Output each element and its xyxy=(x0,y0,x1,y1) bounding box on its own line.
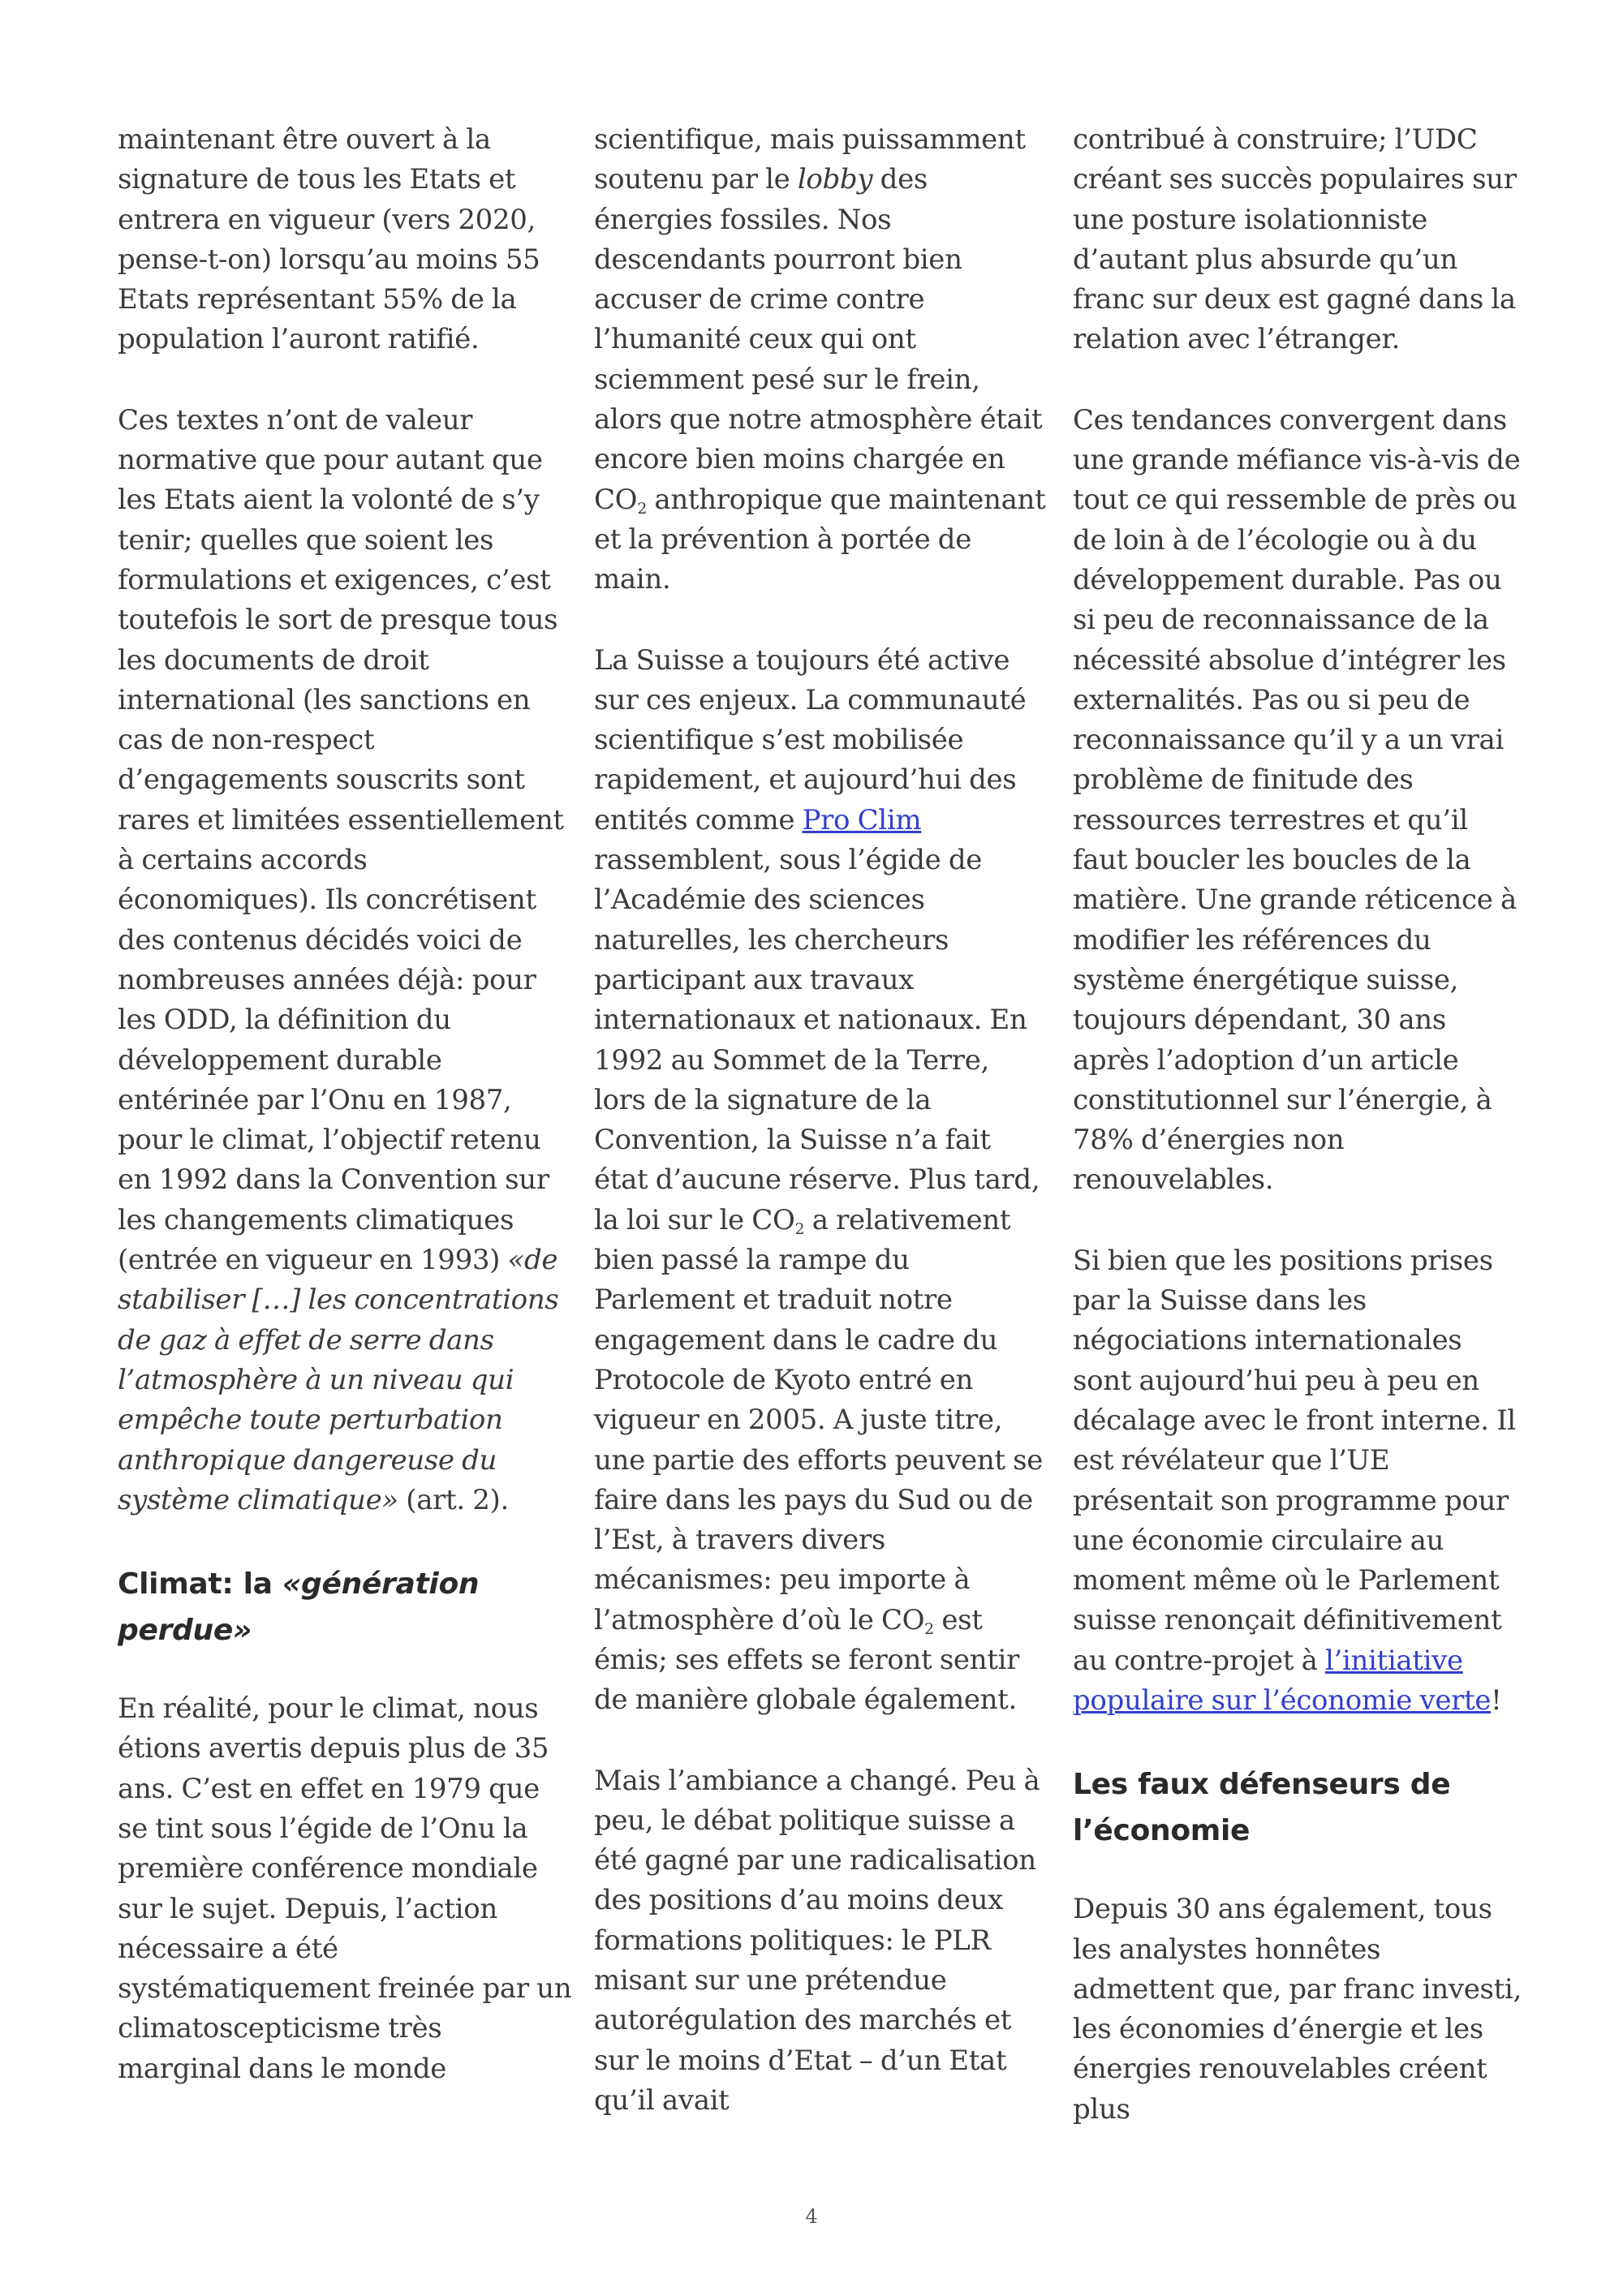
text-column-3 xyxy=(1073,120,1527,2130)
paragraph-tendencies: Ces tendances convergent dans une grande méfiance vis-à-vis de tout ce qui ressemble de près ou de loin à de l’écologie ou à du développement durable. Pas ou si peu de reconnaissance de la nécessité absolue d’intégrer les externalités. Pas ou si peu de reconnaissance qu’il y a un vrai problème de finitude des ressources terrestres et qu’il faut boucler les boucles de la matière. Une grande réticence à modifier les références du système énergétique suisse, toujours dépendant, 30 ans après l’adoption d’un article constitutionnel sur l’énergie, à 78% d’énergies non renouvelables. xyxy=(1073,403,1521,1197)
pro-clim-link[interactable]: Pro Clim xyxy=(802,803,922,836)
co2-subscript: 2 xyxy=(924,1619,934,1638)
text-run: est émis; ses effets se feront sentir de manière globale également. xyxy=(594,1603,1019,1717)
text-run: scientifique, mais puissamment soutenu par le xyxy=(594,123,1026,196)
paragraph-climate-warnings: En réalité, pour le climat, nous étions avertis depuis plus de 35 ans. C’est en effet en 1979 que se tint sous l’égide de l’Onu la première conférence mondiale sur le sujet. Depuis, l’action nécessaire a été systématiquement freinée par un climatoscepticisme très marginal dans le monde xyxy=(118,1692,572,2085)
paragraph-text: Ces textes n’ont de valeur normative que pour autant que les Etats aient la volonté de s’y tenir; quelles que soient les formulations et exigences, c’est toutefois le sort de presque tous les documents de droit international (les sanctions en cas de non-respect d’engagements souscrits sont rares et limitées essentiellement à certains accords économiques). Ils concrétisent des contenus décidés voici de nombreuses années déjà: pour les ODD, la définition du développement durable entérinée par l’Onu en 1987, pour le climat, l’objectif retenu en 1992 dans la Convention sur les changements climatiques (entrée en vigueur en 1993) xyxy=(118,403,564,1277)
text-run: rassemblent, sous l’égide de l’Académie des sciences naturelles, les chercheurs participant aux travaux internationaux et nationaux. En 1992 au Sommet de la Terre, lors de la signature de la Convention, la Suisse n’a fait état d’aucune réserve. Plus tard, la loi sur le CO xyxy=(594,844,1040,1236)
section-heading-generation-perdue xyxy=(118,1561,572,1653)
convention-quote: «de stabiliser […] les concentrations de gaz à effet de serre dans l’atmosphère à un niveau qui empêche toute perturbation anthropique dangereuse du système climatique» xyxy=(118,1244,559,1516)
text-run: La Suisse a toujours été active sur ces enjeux. La communauté scientifique s’est mobilisée rapidement, et aujourd’hui des entités comme xyxy=(594,643,1027,836)
text-run: a relativement bien passé la rampe du Parlement et traduit notre engagement dans le cadre du Protocole de Kyoto entré en vigueur en 2005. A juste titre, une partie des efforts peuvent se faire dans les pays du Sud ou de l’Est, à travers divers mécanismes: peu importe à l’atmosphère d’où le CO xyxy=(594,1203,1044,1636)
text-column-1 xyxy=(118,120,572,2089)
paragraph-lobby xyxy=(594,120,1048,600)
page-number: 4 xyxy=(805,2205,818,2228)
green-economy-initiative-link[interactable]: l’initiative populaire sur l’économie verte xyxy=(1073,1644,1492,1717)
lobby-italic: lobby xyxy=(797,163,873,196)
text-column-2 xyxy=(594,120,1048,2121)
heading-prefix: Climat: la xyxy=(118,1567,282,1602)
section-heading-faux-defenseurs: Les faux défenseurs de l’économie xyxy=(1073,1768,1451,1848)
paragraph-ambiance-changed: Mais l’ambiance a changé. Peu à peu, le débat politique suisse a été gagné par une radicalisation des positions d’au moins deux formations politiques: le PLR misant sur une prétendue autorégulation des marchés et sur le moins d’Etat – d’un Etat qu’il avait xyxy=(594,1764,1040,2117)
text-run: anthropique que maintenant et la prévention à portée de main. xyxy=(594,483,1046,596)
paragraph-analysts: Depuis 30 ans également, tous les analystes honnêtes admettent que, par franc investi, les économies d’énergie et les énergies renouvelables créent plus xyxy=(1073,1893,1522,2126)
article-reference: (art. 2). xyxy=(398,1483,509,1516)
paragraph-udc: contribué à construire; l’UDC créant ses succès populaires sur une posture isolationniste d’autant plus absurde qu’un franc sur deux est gagné dans la relation avec l’étranger. xyxy=(1073,123,1517,356)
co2-subscript: 2 xyxy=(637,499,647,518)
paragraph-switzerland-active xyxy=(594,641,1048,1721)
paragraph-legal-value xyxy=(118,401,572,1520)
text-run: Si bien que les positions prises par la Suisse dans les négociations internationales sont aujourd’hui peu à peu en décalage avec le front interne. Il est révélateur que l’UE présentait son programme pour une économie circulaire au moment même où le Parlement suisse renonçait définitivement au contre-projet à xyxy=(1073,1244,1516,1677)
co2-subscript: 2 xyxy=(794,1219,805,1238)
paragraph-opening: maintenant être ouvert à la signature de tous les Etats et entrera en vigueur (vers 2020, pense-t-on) lorsqu’au moins 55 Etats représentant 55% de la population l’auront ratifié. xyxy=(118,123,540,356)
text-run: des énergies fossiles. Nos descendants pourront bien accuser de crime contre l’humanité ceux qui ont sciemment pesé sur le frein, alors que notre atmosphère était encore bien moins chargée en CO xyxy=(594,163,1043,516)
paragraph-negotiations xyxy=(1073,1241,1527,1722)
text-run: ! xyxy=(1491,1683,1502,1717)
heading-italic: «génération perdue» xyxy=(118,1567,480,1648)
